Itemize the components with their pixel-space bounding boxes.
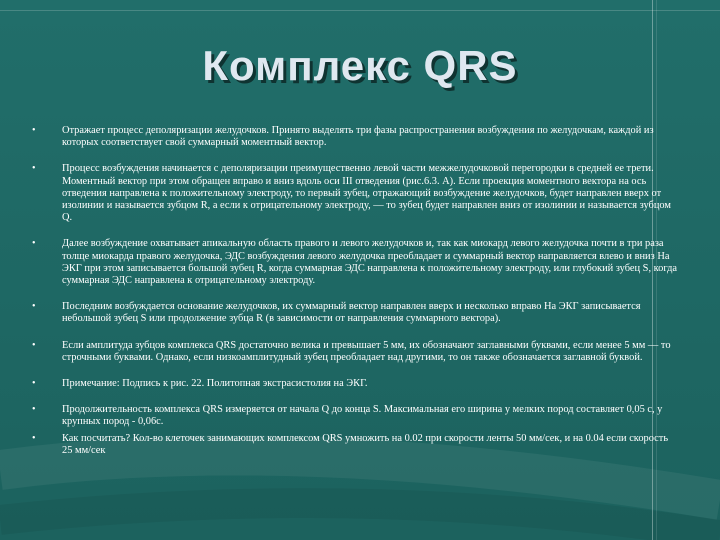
bullet-text: Продолжительность комплекса QRS измеряется от начала Q до конца S. Максимальная его ширина у мелких пород составляет 0,05 с, у крупных пород - 0,06с. bbox=[62, 404, 663, 428]
slide-title: Комплекс QRS bbox=[202, 42, 518, 89]
bullet-dot-icon: • bbox=[32, 163, 36, 175]
bullet-text: Как посчитать? Кол-во клеточек занимающих комплексом QRS умножить на 0.02 при скорости ленты 50 мм/сек, и на 0.04 если скорость 25 мм/сек bbox=[62, 432, 669, 456]
bullet-list bbox=[30, 125, 680, 471]
bullet-text: Примечание: Подпись к рис. 22. Политопная экстрасистолия на ЭКГ. bbox=[62, 378, 368, 390]
bullet-dot-icon: • bbox=[32, 404, 36, 416]
bullet-text: Отражает процесс деполяризации желудочков. Принято выделять три фазы распространения возбуждения по желудочкам, каждой из которых соответствует свой суммарный моментный вектор. bbox=[62, 125, 654, 149]
bullet-item bbox=[30, 163, 680, 224]
bullet-item bbox=[30, 238, 680, 287]
decorative-top-line bbox=[0, 0, 720, 11]
bullet-item bbox=[30, 125, 680, 149]
bullet-text: Процесс возбуждения начинается с деполяризации преимущественно левой части межжелудочковой перегородки в средней ее трети. Моментный вектор при этом обращен вправо и вниз вдоль оси III отведения (рис.6.3. А). Если проекция моментного вектора на ось отведения направлена к положительному электроду, то первый зубец, отражающий возбуждение желудочков, будет направлен вверх от изолинии и называется зубцом R, а если к отрицательному электроду, — то зубец будет направлен вниз от изолинии и называется зубцом Q. bbox=[62, 163, 671, 224]
bullet-dot-icon: • bbox=[32, 301, 36, 313]
bullet-item bbox=[30, 433, 680, 457]
bullet-dot-icon: • bbox=[32, 432, 36, 444]
bullet-item bbox=[30, 404, 680, 428]
bullet-item bbox=[30, 378, 680, 390]
bullet-dot-icon: • bbox=[32, 125, 36, 136]
bullet-item bbox=[30, 301, 680, 325]
bullet-dot-icon: • bbox=[32, 238, 36, 250]
bullet-text: Если амплитуда зубцов комплекса QRS достаточно велика и превышает 5 мм, их обозначают заглавными буквами, если менее 5 мм — то строчными буквами. Однако, если низкоамплитудный зубец преобладает над другими, то он также обозначается заглавной буквой. bbox=[62, 339, 671, 363]
bullet-item bbox=[30, 340, 680, 364]
bullet-dot-icon: • bbox=[32, 378, 36, 390]
bullet-text: Последним возбуждается основание желудочков, их суммарный вектор направлен вверх и несколько вправо На ЭКГ записывается небольшой зубец S или продолжение зубца R (в зависимости от направления суммарного вектора). bbox=[62, 301, 641, 325]
bullet-text: Далее возбуждение охватывает апикальную область правого и левого желудочков и, так как миокард левого желудочка почти в три раза толще миокарда правого желудочка, ЭДС возбуждения левого желудочка преобладает и суммарный вектор направляется влево и вниз На ЭКГ при этом записывается большой зубец R, когда суммарная ЭДС направлена к положительному электроду, или глубокий зубец S, когда суммарная ЭДС направлена к отрицательному электроду. bbox=[62, 238, 677, 287]
bullet-dot-icon: • bbox=[32, 339, 36, 351]
